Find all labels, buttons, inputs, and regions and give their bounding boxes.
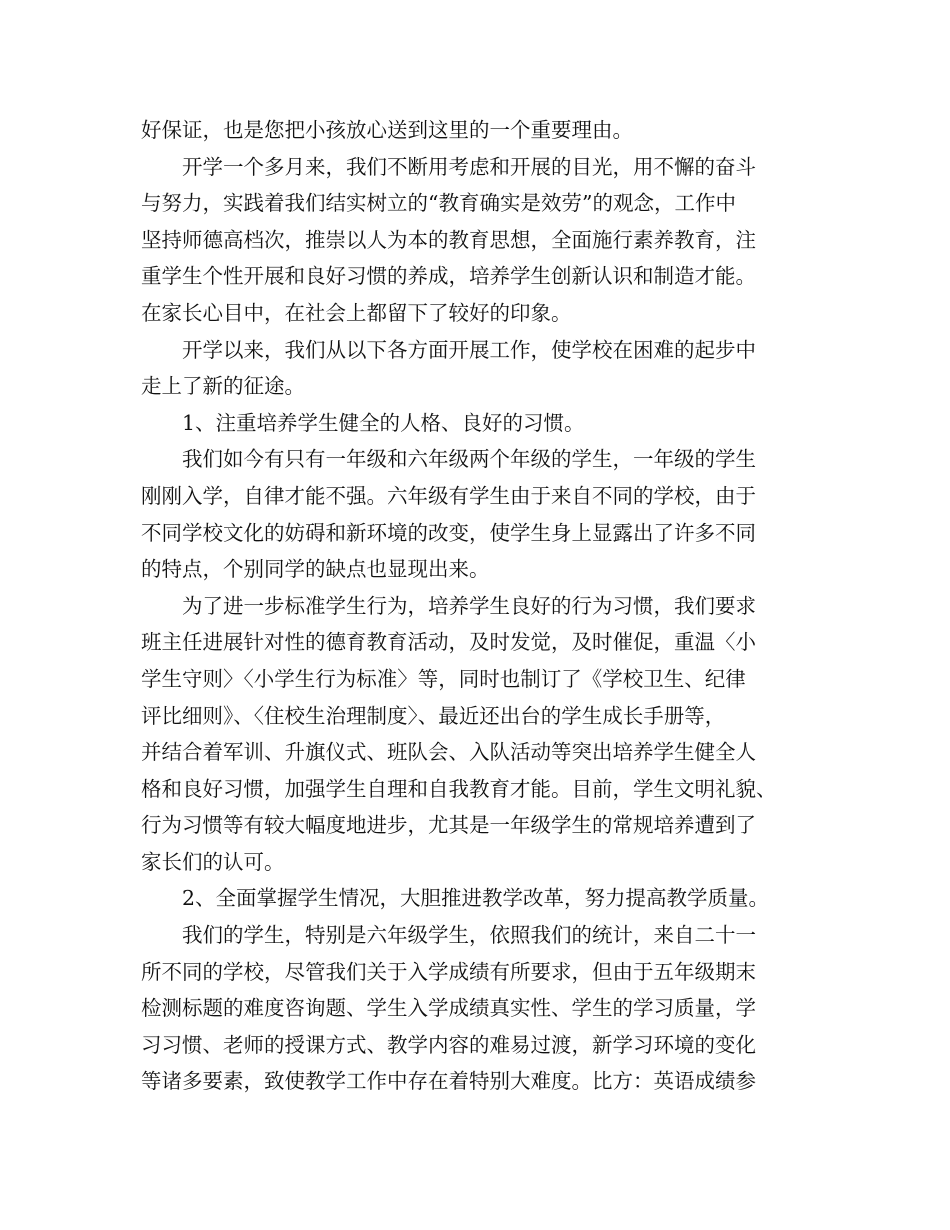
text-line: 好保证，也是您把小孩放心送到这里的一个重要理由。 bbox=[141, 118, 633, 142]
text-line: 重学生个性开展和良好习惯的养成，培养学生创新认识和制造才能。 bbox=[141, 264, 756, 289]
text-line: 我们的学生，特别是六年级学生，依照我们的统计，来自二十一 bbox=[141, 923, 756, 948]
text-line: 走上了新的征途。 bbox=[141, 374, 305, 399]
text-line: 与努力，实践着我们结实树立的“教育确实是效劳”的观念，工作中 bbox=[141, 191, 736, 216]
text-line: 坚持师德高档次，推崇以人为本的教育思想，全面施行素养教育，注 bbox=[141, 227, 756, 252]
text-line: 等诸多要素，致使教学工作中存在着特别大难度。比方：英语成绩参 bbox=[141, 1069, 756, 1094]
text-line: 1、注重培养学生健全的人格、良好的习惯。 bbox=[141, 410, 585, 435]
text-line: 班主任进展针对性的德育教育活动，及时发觉，及时催促，重温〈小 bbox=[141, 630, 756, 655]
text-line: 的特点，个别同学的缺点也显现出来。 bbox=[141, 557, 490, 582]
text-line: 格和良好习惯，加强学生自理和自我教育才能。目前，学生文明礼貌、 bbox=[141, 776, 777, 801]
text-line: 在家长心目中，在社会上都留下了较好的印象。 bbox=[141, 300, 572, 325]
text-line: 并结合着军训、升旗仪式、班队会、入队活动等突出培养学生健全人 bbox=[141, 740, 756, 765]
text-line: 行为习惯等有较大幅度地进步，尤其是一年级学生的常规培养遭到了 bbox=[141, 813, 756, 838]
text-line: 所不同的学校，尽管我们关于入学成绩有所要求，但由于五年级期末 bbox=[141, 959, 756, 984]
text-line: 开学一个多月来，我们不断用考虑和开展的目光，用不懈的奋斗 bbox=[141, 154, 756, 179]
text-line: 评比细则》、〈住校生治理制度〉、最近还出台的学生成长手册等， bbox=[141, 703, 726, 728]
text-line: 刚刚入学，自律才能不强。六年级有学生由于来自不同的学校，由于 bbox=[141, 483, 756, 508]
text-line: 为了进一步标准学生行为，培养学生良好的行为习惯，我们要求 bbox=[141, 593, 756, 618]
text-line: 习习惯、老师的授课方式、教学内容的难易过渡，新学习环境的变化 bbox=[141, 1032, 756, 1057]
text-line: 家长们的认可。 bbox=[141, 849, 285, 874]
text-line: 2、全面掌握学生情况，大胆推进教学改革，努力提高教学质量。 bbox=[141, 886, 770, 911]
text-line: 学生守则〉〈小学生行为标准〉等，同时也制订了《学校卫生、纪律 bbox=[141, 666, 746, 691]
text-line: 开学以来，我们从以下各方面开展工作，使学校在困难的起步中 bbox=[141, 337, 756, 362]
text-line: 检测标题的难度咨询题、学生入学成绩真实性、学生的学习质量，学 bbox=[141, 996, 756, 1021]
text-line: 不同学校文化的妨碍和新环境的改变，使学生身上显露出了许多不同 bbox=[141, 520, 756, 545]
text-line: 我们如今有只有一年级和六年级两个年级的学生，一年级的学生 bbox=[141, 447, 756, 472]
document-body bbox=[141, 112, 821, 1100]
